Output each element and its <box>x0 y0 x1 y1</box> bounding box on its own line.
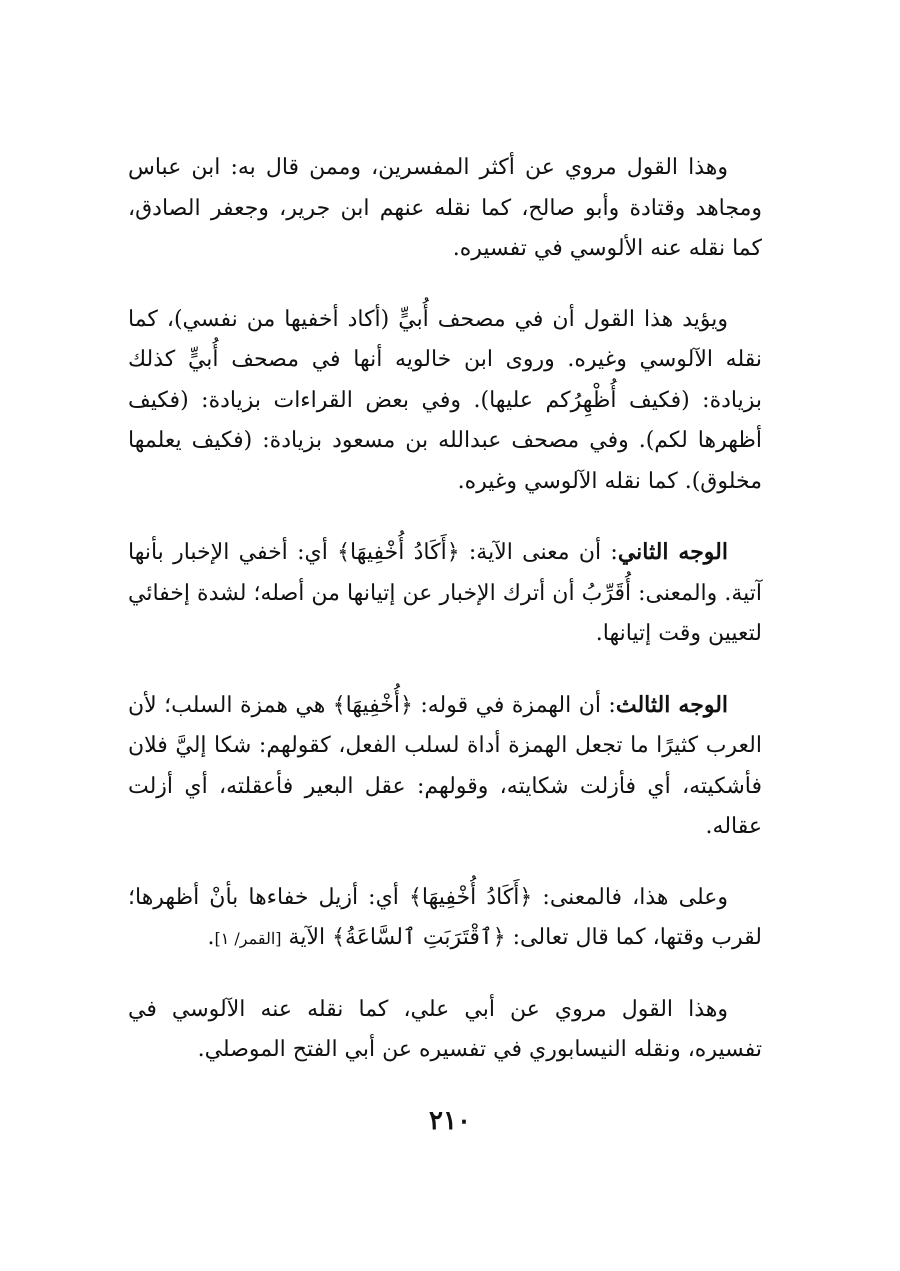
paragraph-4-text: : أن الهمزة في قوله: ﴿أُخْفِيهَا﴾ هي همزة السلب؛ لأن العرب كثيرًا ما تجعل الهمزة أداة لسلب الفعل، كقولهم: شكا إليَّ فلان فأشكيته، أي فأزلت شكايته، وقولهم: عقل البعير فأعقلته، أي أزلت عقاله. <box>128 692 762 839</box>
page-body <box>128 148 762 1071</box>
paragraph-1-text: وهذا القول مروي عن أكثر المفسرين، وممن قال به: ابن عباس ومجاهد وقتادة وأبو صالح، كما نقله عنهم ابن جرير، وجعفر الصادق، كما نقله عنه الألوسي في تفسيره. <box>128 155 762 261</box>
paragraph-5-tail: . <box>207 925 215 950</box>
paragraph-gap <box>128 848 762 878</box>
paragraph-gap <box>128 270 762 300</box>
third-aspect-heading: الوجه الثالث <box>615 691 729 718</box>
paragraph-gap <box>128 655 762 685</box>
paragraph-5-text: وعلى هذا، فالمعنى: ﴿أَكَادُ أُخْفِيهَا﴾ أي: أزيل خفاءها بأنْ أظهرها؛ لقرب وقتها، كما قال تعالى: ﴿ٱقْتَرَبَتِ ٱلسَّاعَةُ﴾ الآية <box>128 884 762 950</box>
paragraph-2-text: ويؤيد هذا القول أن في مصحف أُبيٍّ (أكاد أخفيها من نفسي)، كما نقله الآلوسي وغيره. وروى ابن خالويه أنها في مصحف أُبيٍّ كذلك بزيادة: (فكيف أُظْهِرُكم عليها). وفي بعض القراءات بزيادة: (فكيف أظهرها لكم). وفي مصحف عبدالله بن مسعود بزيادة: (فكيف يعلمها مخلوق). كما نقله الآلوسي وغيره. <box>128 306 763 494</box>
second-aspect-heading: الوجه الثاني <box>617 539 728 565</box>
quran-citation: [القمر/ ١] <box>214 929 282 948</box>
paragraph-gap <box>128 502 762 532</box>
paragraph-3-text: : أن معنى الآية: ﴿أَكَادُ أُخْفِيهَا﴾ أي: أخفي الإخبار بأنها آتية. والمعنى: أُقَرِّبُ أن أترك الإخبار عن إتيانها من أصله؛ لشدة إخفائي لتعيين وقت إتيانها. <box>128 540 762 646</box>
paragraph-6-text: وهذا القول مروي عن أبي علي، كما نقله عنه الآلوسي في تفسيره، ونقله النيسابوري في تفسيره عن أبي الفتح الموصلي. <box>128 996 762 1062</box>
paragraph-gap <box>128 960 762 990</box>
paragraph-6 <box>128 990 762 1071</box>
paragraph-2 <box>128 300 762 503</box>
paragraph-3 <box>128 532 762 655</box>
paragraph-5 <box>128 878 762 960</box>
page-number: ٢١٠ <box>429 1106 471 1136</box>
paragraph-4 <box>128 685 762 848</box>
paragraph-1 <box>128 148 762 270</box>
